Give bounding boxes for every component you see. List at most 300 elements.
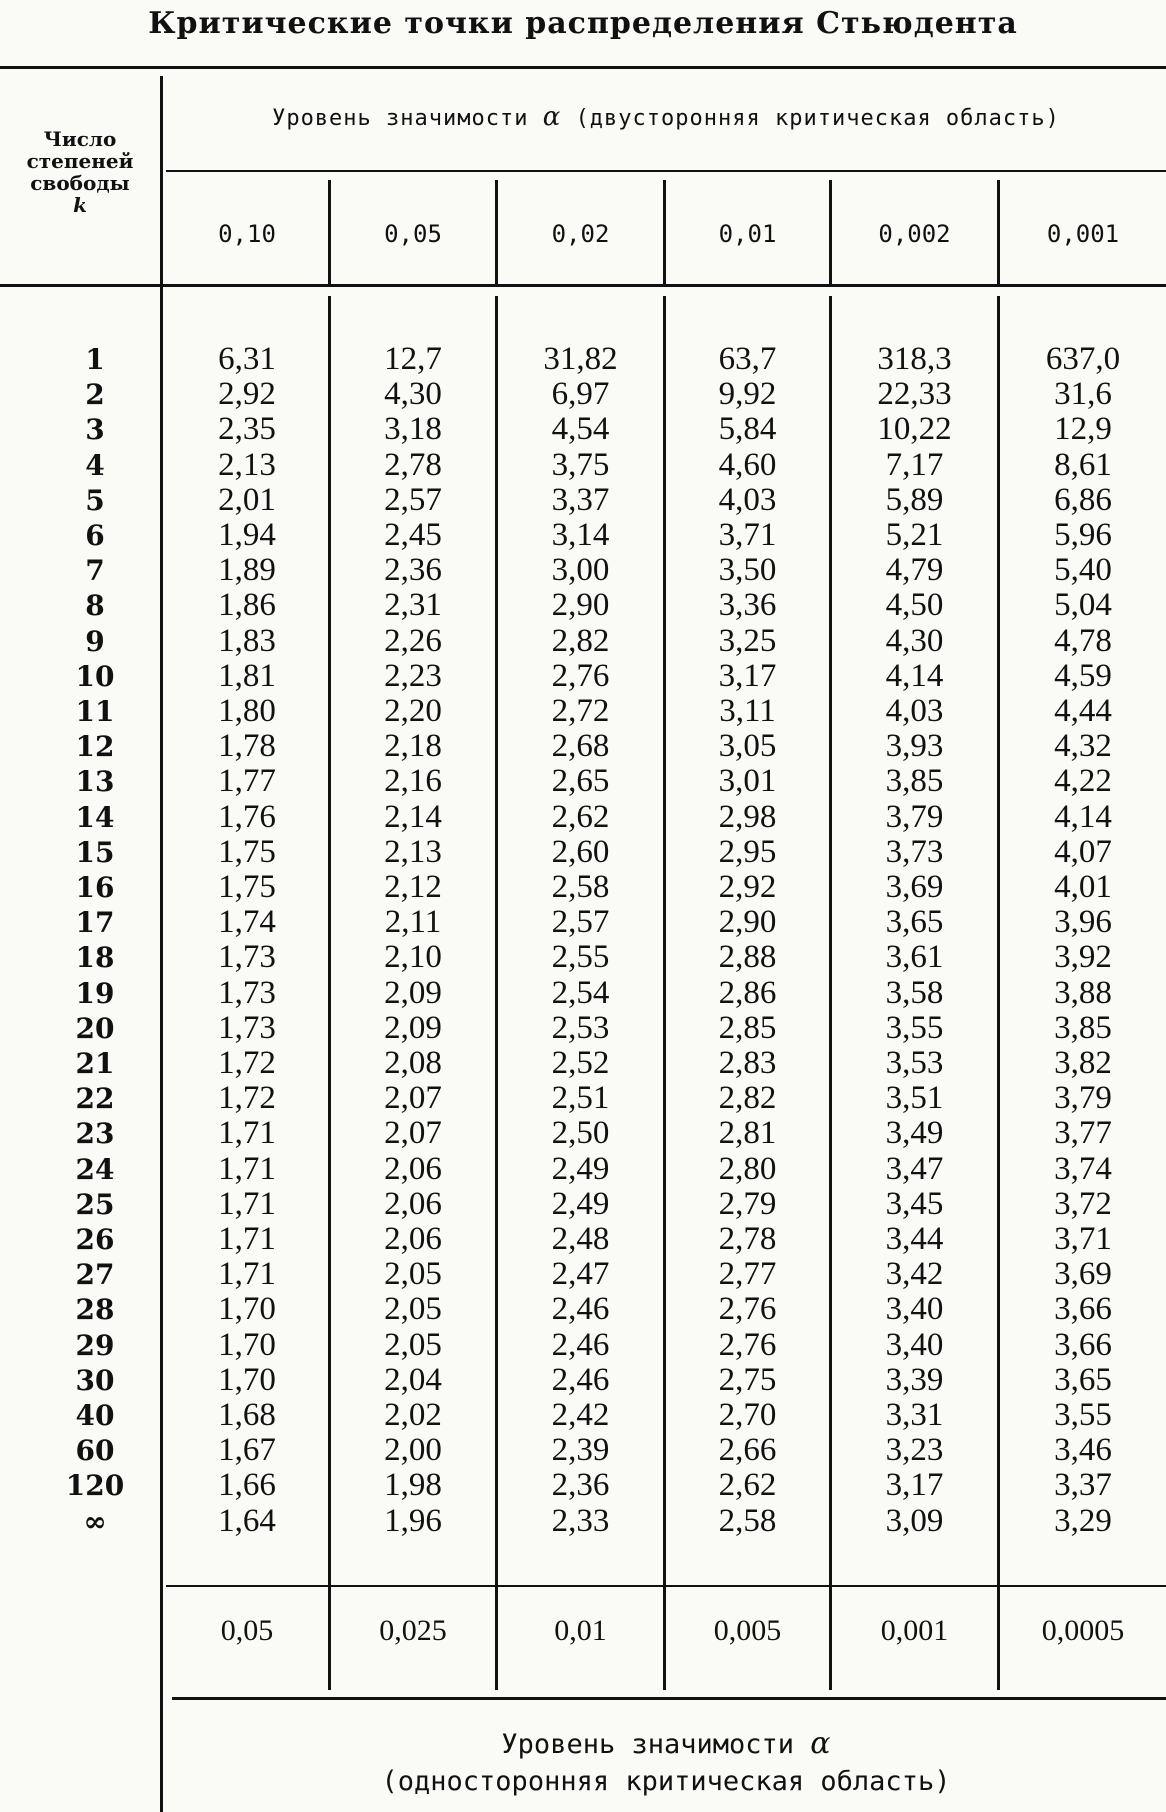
critical-value-cell: 2,92 <box>718 869 777 905</box>
critical-value-cell: 1,75 <box>218 833 276 870</box>
stub-header-line2: степеней <box>26 149 134 173</box>
critical-value-cell: 2,79 <box>718 1185 777 1222</box>
table-row <box>0 1292 1166 1327</box>
table-row <box>0 729 1166 764</box>
critical-value-cell: 2,60 <box>551 833 610 870</box>
critical-value-cell: 1,81 <box>218 657 276 694</box>
critical-value-cell: 3,18 <box>384 411 442 448</box>
critical-value-cell: 2,09 <box>384 974 442 1011</box>
critical-value-cell: 2,66 <box>718 1432 777 1469</box>
critical-value-cell: 1,70 <box>218 1361 276 1398</box>
critical-value-cell: 3,65 <box>1054 1361 1112 1398</box>
table-row <box>0 483 1166 518</box>
critical-value-cell: 3,74 <box>1054 1150 1112 1187</box>
critical-value-cell: 2,36 <box>384 552 442 589</box>
critical-value-cell: 2,51 <box>551 1080 610 1117</box>
critical-value-cell: 2,76 <box>718 1326 777 1363</box>
critical-value-cell: 3,25 <box>718 622 777 659</box>
critical-value-cell: 4,03 <box>718 481 777 518</box>
critical-value-cell: 3,93 <box>885 728 944 765</box>
critical-value-cell: 2,62 <box>551 798 610 835</box>
critical-value-cell: 3,09 <box>885 1502 944 1539</box>
table-row <box>0 835 1166 870</box>
degrees-of-freedom-cell: 19 <box>75 976 115 1010</box>
critical-value-cell: 4,07 <box>1054 833 1112 870</box>
degrees-of-freedom-cell: 4 <box>85 448 105 482</box>
table-row <box>0 1468 1166 1503</box>
critical-value-cell: 2,78 <box>718 1221 777 1257</box>
table-row <box>0 588 1166 623</box>
critical-value-cell: 3,11 <box>719 693 776 729</box>
critical-value-cell: 2,76 <box>551 657 610 694</box>
critical-value-cell: 3,50 <box>718 552 777 589</box>
critical-value-cell: 22,33 <box>877 376 952 413</box>
critical-value-cell: 2,88 <box>718 939 777 976</box>
critical-value-cell: 2,08 <box>384 1045 442 1081</box>
critical-value-cell: 7,17 <box>885 446 944 483</box>
critical-value-cell: 1,86 <box>218 587 276 624</box>
critical-value-cell: 2,57 <box>551 904 610 941</box>
critical-value-cell: 2,20 <box>384 693 442 729</box>
critical-value-cell: 31,82 <box>543 341 618 377</box>
degrees-of-freedom-cell: 24 <box>75 1152 115 1186</box>
critical-value-cell: 1,64 <box>218 1502 276 1539</box>
critical-value-cell: 1,71 <box>218 1221 276 1257</box>
critical-value-cell: 4,03 <box>885 693 944 729</box>
critical-value-cell: 3,96 <box>1054 904 1112 941</box>
critical-value-cell: 2,16 <box>384 763 442 800</box>
degrees-of-freedom-cell: 7 <box>85 554 105 588</box>
critical-value-cell: 2,90 <box>718 904 777 941</box>
critical-value-cell: 1,73 <box>218 939 276 976</box>
critical-value-cell: 2,33 <box>551 1502 610 1539</box>
critical-value-cell: 2,70 <box>718 1397 777 1433</box>
critical-value-cell: 1,72 <box>218 1045 276 1081</box>
critical-value-cell: 2,45 <box>384 517 442 553</box>
two-sided-header-symbol: α <box>542 102 562 132</box>
degrees-of-freedom-cell: 29 <box>75 1328 115 1362</box>
critical-value-cell: 4,59 <box>1054 657 1112 694</box>
critical-value-cell: 5,84 <box>718 411 777 448</box>
critical-value-cell: 1,77 <box>218 763 276 800</box>
degrees-of-freedom-cell: 10 <box>75 659 115 693</box>
critical-value-cell: 10,22 <box>877 411 952 448</box>
degrees-of-freedom-cell: 120 <box>65 1469 125 1503</box>
critical-value-cell: 1,71 <box>218 1115 276 1152</box>
table-row <box>0 1363 1166 1398</box>
table-row <box>0 448 1166 483</box>
critical-value-cell: 2,13 <box>218 446 276 483</box>
critical-value-cell: 1,66 <box>218 1467 276 1504</box>
critical-value-cell: 2,76 <box>718 1291 777 1328</box>
critical-value-cell: 2,98 <box>718 798 777 835</box>
critical-value-cell: 2,78 <box>384 446 442 483</box>
critical-value-cell: 4,14 <box>1054 798 1112 835</box>
critical-value-cell: 2,04 <box>384 1361 442 1398</box>
critical-value-cell: 3,66 <box>1054 1291 1112 1328</box>
critical-value-cell: 12,9 <box>1054 411 1112 448</box>
table-row <box>0 553 1166 588</box>
critical-value-cell: 2,85 <box>718 1009 777 1046</box>
critical-value-cell: 6,31 <box>218 341 276 377</box>
critical-value-cell: 1,89 <box>218 552 276 589</box>
critical-value-cell: 3,85 <box>1054 1009 1112 1046</box>
critical-value-cell: 3,79 <box>885 798 944 835</box>
critical-value-cell: 2,90 <box>551 587 610 624</box>
table-row <box>0 518 1166 553</box>
critical-value-cell: 2,65 <box>551 763 610 800</box>
two-sided-alpha-header <box>166 102 1166 132</box>
critical-value-cell: 2,02 <box>384 1397 442 1433</box>
critical-value-cell: 2,10 <box>384 939 442 976</box>
degrees-of-freedom-cell: 2 <box>85 378 105 412</box>
one-sided-footer-text: Уровень значимости <box>501 1729 795 1760</box>
table-row <box>0 624 1166 659</box>
degrees-of-freedom-cell: 3 <box>85 413 105 447</box>
critical-value-cell: 1,76 <box>218 798 276 835</box>
table-row <box>0 1257 1166 1292</box>
critical-value-cell: 63,7 <box>718 341 777 377</box>
critical-value-cell: 3,36 <box>718 587 777 624</box>
critical-value-cell: 2,05 <box>384 1291 442 1328</box>
critical-value-cell: 2,49 <box>551 1185 610 1222</box>
critical-value-cell: 3,82 <box>1054 1045 1112 1081</box>
critical-value-cell: 3,73 <box>885 833 944 870</box>
critical-value-cell: 3,44 <box>885 1221 944 1257</box>
critical-value-cell: 2,06 <box>384 1221 442 1257</box>
one-sided-level-1: 0,05 <box>220 1614 274 1647</box>
critical-value-cell: 2,82 <box>718 1080 777 1117</box>
critical-value-cell: 3,46 <box>1054 1432 1112 1469</box>
table-row <box>0 1222 1166 1257</box>
critical-value-cell: 1,70 <box>218 1326 276 1363</box>
table-row <box>0 412 1166 447</box>
critical-value-cell: 1,68 <box>218 1397 276 1433</box>
critical-value-cell: 2,00 <box>384 1432 442 1469</box>
one-sided-alpha-footer <box>166 1726 1166 1761</box>
degrees-of-freedom-cell: 15 <box>75 835 115 869</box>
critical-value-cell: 6,97 <box>551 376 610 413</box>
table-row <box>0 764 1166 799</box>
critical-value-cell: 3,55 <box>885 1009 944 1046</box>
critical-value-cell: 3,79 <box>1054 1080 1112 1117</box>
critical-value-cell: 3,40 <box>885 1326 944 1363</box>
critical-value-cell: 3,88 <box>1054 974 1112 1011</box>
degrees-of-freedom-cell: ∞ <box>83 1504 107 1538</box>
degrees-of-freedom-cell: 18 <box>75 941 115 975</box>
critical-value-cell: 4,22 <box>1054 763 1112 800</box>
critical-value-cell: 4,32 <box>1054 728 1112 765</box>
critical-value-cell: 2,48 <box>551 1221 610 1257</box>
critical-value-cell: 2,92 <box>218 376 276 413</box>
table-row <box>0 1011 1166 1046</box>
critical-value-cell: 1,73 <box>218 974 276 1011</box>
one-sided-level-5: 0,001 <box>880 1614 949 1647</box>
table-row <box>0 1504 1166 1539</box>
table-row <box>0 377 1166 412</box>
critical-value-cell: 2,95 <box>718 833 777 870</box>
degrees-of-freedom-cell: 28 <box>75 1293 115 1327</box>
critical-value-cell: 9,92 <box>718 376 777 413</box>
table-row <box>0 1081 1166 1116</box>
critical-value-cell: 2,81 <box>718 1115 777 1152</box>
degrees-of-freedom-cell: 40 <box>75 1399 115 1432</box>
critical-value-cell: 1,83 <box>218 622 276 659</box>
critical-value-cell: 2,62 <box>718 1467 777 1504</box>
critical-value-cell: 3,05 <box>718 728 777 765</box>
critical-value-cell: 2,12 <box>384 869 442 905</box>
degrees-of-freedom-cell: 12 <box>75 730 115 764</box>
critical-value-cell: 3,66 <box>1054 1326 1112 1363</box>
critical-value-cell: 3,37 <box>1054 1467 1112 1504</box>
table-row <box>0 870 1166 905</box>
critical-value-cell: 2,36 <box>551 1467 610 1504</box>
critical-value-cell: 1,71 <box>218 1185 276 1222</box>
critical-value-cell: 3,69 <box>885 869 944 905</box>
table-row <box>0 1046 1166 1081</box>
degrees-of-freedom-cell: 13 <box>75 765 115 799</box>
critical-value-cell: 1,67 <box>218 1432 276 1469</box>
critical-value-cell: 3,42 <box>885 1256 944 1293</box>
degrees-of-freedom-cell: 14 <box>75 800 115 834</box>
stub-header-line3: свободы <box>30 171 130 195</box>
column-header-alpha-1: 0,10 <box>218 220 276 248</box>
table-row <box>0 1116 1166 1151</box>
top-rule <box>0 66 1166 69</box>
table-row <box>0 1328 1166 1363</box>
critical-value-cell: 2,05 <box>384 1326 442 1363</box>
critical-value-cell: 1,71 <box>218 1256 276 1293</box>
critical-value-cell: 8,61 <box>1054 446 1112 483</box>
critical-value-cell: 3,55 <box>1054 1397 1112 1433</box>
table-row <box>0 976 1166 1011</box>
critical-value-cell: 2,58 <box>718 1502 777 1539</box>
critical-value-cell: 2,86 <box>718 974 777 1011</box>
critical-value-cell: 2,07 <box>384 1115 442 1152</box>
critical-value-cell: 1,96 <box>384 1502 442 1539</box>
critical-value-cell: 2,83 <box>718 1045 777 1081</box>
critical-value-cell: 3,47 <box>885 1150 944 1187</box>
table-row <box>0 1433 1166 1468</box>
critical-value-cell: 3,85 <box>885 763 944 800</box>
critical-value-cell: 12,7 <box>384 341 442 377</box>
critical-value-cell: 31,6 <box>1054 376 1112 413</box>
critical-value-cell: 3,17 <box>885 1467 944 1504</box>
critical-value-cell: 4,50 <box>885 587 944 624</box>
critical-value-cell: 2,54 <box>551 974 610 1011</box>
column-header-alpha-2: 0,05 <box>384 220 442 248</box>
critical-value-cell: 3,23 <box>885 1432 944 1469</box>
critical-value-cell: 3,29 <box>1054 1502 1112 1539</box>
table-row <box>0 1187 1166 1222</box>
table-row <box>0 940 1166 975</box>
table-row <box>0 1152 1166 1187</box>
degrees-of-freedom-cell: 20 <box>75 1011 115 1045</box>
critical-value-cell: 2,35 <box>218 411 276 448</box>
table-row <box>0 659 1166 694</box>
critical-value-cell: 1,71 <box>218 1150 276 1187</box>
critical-value-cell: 3,65 <box>885 904 944 941</box>
critical-value-cell: 3,39 <box>885 1361 944 1398</box>
critical-value-cell: 1,80 <box>218 693 276 729</box>
critical-value-cell: 318,3 <box>877 341 952 377</box>
critical-value-cell: 3,37 <box>551 481 610 518</box>
degrees-of-freedom-cell: 23 <box>75 1117 115 1151</box>
two-sided-header-suffix: (двусторонняя критическая область) <box>575 106 1060 131</box>
critical-value-cell: 2,50 <box>551 1115 610 1152</box>
critical-value-cell: 3,51 <box>885 1080 944 1117</box>
degrees-of-freedom-cell: 21 <box>75 1047 115 1080</box>
critical-value-cell: 3,00 <box>551 552 610 589</box>
critical-value-cell: 1,70 <box>218 1291 276 1328</box>
critical-value-cell: 3,01 <box>718 763 777 800</box>
degrees-of-freedom-cell: 5 <box>85 483 105 517</box>
critical-value-cell: 2,77 <box>718 1256 777 1293</box>
table-row <box>0 905 1166 940</box>
critical-value-cell: 1,78 <box>218 728 276 765</box>
critical-value-cell: 4,60 <box>718 446 777 483</box>
critical-value-cell: 2,23 <box>384 657 442 694</box>
critical-value-cell: 2,39 <box>551 1432 610 1469</box>
critical-value-cell: 2,52 <box>551 1045 610 1081</box>
critical-value-cell: 5,96 <box>1054 517 1112 553</box>
column-header-alpha-3: 0,02 <box>551 220 610 248</box>
critical-value-cell: 637,0 <box>1045 341 1121 377</box>
critical-value-cell: 2,47 <box>551 1256 610 1293</box>
critical-value-cell: 5,40 <box>1054 552 1112 589</box>
one-sided-footer-symbol: α <box>810 1726 831 1761</box>
critical-value-cell: 4,01 <box>1054 869 1112 905</box>
critical-value-cell: 2,11 <box>384 904 442 941</box>
degrees-of-freedom-cell: 11 <box>75 695 115 728</box>
critical-value-cell: 2,46 <box>551 1361 610 1398</box>
table-row <box>0 1398 1166 1433</box>
critical-value-cell: 2,46 <box>551 1326 610 1363</box>
alpha-header-rule <box>166 170 1166 172</box>
critical-value-cell: 2,75 <box>718 1361 777 1398</box>
degrees-of-freedom-cell: 60 <box>75 1434 115 1468</box>
critical-value-cell: 2,31 <box>384 587 442 624</box>
critical-value-cell: 2,13 <box>384 833 442 870</box>
critical-value-cell: 3,71 <box>1054 1221 1112 1257</box>
critical-value-cell: 2,68 <box>551 728 610 765</box>
page-title: Критические точки распределения Стьюдента <box>148 6 1018 41</box>
critical-value-cell: 1,74 <box>218 904 276 941</box>
critical-value-cell: 2,07 <box>384 1080 442 1117</box>
degrees-of-freedom-cell: 9 <box>85 624 105 658</box>
critical-value-cell: 3,53 <box>885 1045 944 1081</box>
degrees-of-freedom-cell: 8 <box>85 589 105 623</box>
column-header-alpha-5: 0,002 <box>878 220 951 248</box>
critical-value-cell: 3,72 <box>1054 1185 1112 1222</box>
table-row <box>0 342 1166 377</box>
degrees-of-freedom-cell: 6 <box>85 519 105 552</box>
critical-value-cell: 2,09 <box>384 1009 442 1046</box>
table-row <box>0 800 1166 835</box>
critical-value-cell: 3,40 <box>885 1291 944 1328</box>
critical-value-cell: 6,86 <box>1054 481 1112 518</box>
one-sided-level-2: 0,025 <box>379 1614 447 1647</box>
critical-value-cell: 4,30 <box>885 622 944 659</box>
critical-value-cell: 1,75 <box>218 869 276 905</box>
column-header-alpha-6: 0,001 <box>1046 220 1120 248</box>
critical-value-cell: 3,45 <box>885 1185 944 1222</box>
two-sided-header-text: Уровень значимости <box>272 106 529 131</box>
critical-value-cell: 3,17 <box>718 657 777 694</box>
degrees-of-freedom-header <box>0 128 160 216</box>
degrees-of-freedom-cell: 17 <box>75 906 115 940</box>
critical-value-cell: 3,69 <box>1054 1256 1112 1293</box>
critical-value-cell: 4,30 <box>384 376 442 413</box>
critical-value-cell: 2,06 <box>384 1150 442 1187</box>
critical-value-cell: 3,75 <box>551 446 610 483</box>
critical-value-cell: 5,21 <box>885 517 944 553</box>
critical-value-cell: 2,80 <box>718 1150 777 1187</box>
critical-value-cell: 3,71 <box>718 517 777 553</box>
critical-value-cell: 1,72 <box>218 1080 276 1117</box>
critical-value-cell: 2,14 <box>384 798 442 835</box>
one-sided-footer-suffix: (односторонняя критическая область) <box>381 1766 951 1797</box>
critical-value-cell: 2,57 <box>384 481 442 518</box>
degrees-of-freedom-cell: 26 <box>75 1223 115 1256</box>
degrees-of-freedom-cell: 22 <box>75 1082 115 1116</box>
body-bottom-rule <box>166 1585 1166 1587</box>
critical-value-cell: 2,05 <box>384 1256 442 1293</box>
critical-value-cell: 3,61 <box>885 939 944 976</box>
one-sided-level-3: 0,01 <box>554 1614 607 1647</box>
column-header-alpha-4: 0,01 <box>718 220 777 248</box>
critical-value-cell: 3,92 <box>1054 939 1112 976</box>
critical-value-cell: 2,46 <box>551 1291 610 1328</box>
critical-value-cell: 5,04 <box>1054 587 1112 624</box>
critical-value-cell: 2,49 <box>551 1150 610 1187</box>
critical-value-cell: 2,42 <box>551 1397 610 1433</box>
degrees-of-freedom-cell: 16 <box>75 871 115 904</box>
critical-value-cell: 4,78 <box>1054 622 1112 659</box>
critical-value-cell: 2,18 <box>384 728 442 765</box>
degrees-of-freedom-cell: 25 <box>75 1187 115 1221</box>
critical-value-cell: 2,82 <box>551 622 610 659</box>
critical-value-cell: 3,14 <box>551 517 610 553</box>
degrees-of-freedom-cell: 1 <box>85 343 105 376</box>
stub-header-symbol: k <box>73 193 87 217</box>
critical-value-cell: 3,31 <box>885 1397 944 1433</box>
critical-value-cell: 3,77 <box>1054 1115 1112 1152</box>
critical-value-cell: 2,55 <box>551 939 610 976</box>
degrees-of-freedom-cell: 30 <box>75 1363 115 1397</box>
one-sided-level-4: 0,005 <box>713 1614 782 1647</box>
critical-value-cell: 2,58 <box>551 869 610 905</box>
critical-value-cell: 2,01 <box>218 481 276 518</box>
table-row <box>0 694 1166 729</box>
stub-header-line1: Число <box>43 127 117 151</box>
critical-value-cell: 2,53 <box>551 1009 610 1046</box>
critical-value-cell: 4,14 <box>885 657 944 694</box>
critical-value-cell: 2,72 <box>551 693 610 729</box>
critical-value-cell: 3,49 <box>885 1115 944 1152</box>
critical-value-cell: 1,73 <box>218 1009 276 1046</box>
critical-value-cell: 1,98 <box>384 1467 442 1504</box>
critical-value-cell: 4,44 <box>1054 693 1112 729</box>
critical-value-cell: 1,94 <box>218 517 276 553</box>
header-bottom-rule <box>0 284 1166 287</box>
critical-value-cell: 2,26 <box>384 622 442 659</box>
one-sided-level-6: 0,0005 <box>1041 1614 1125 1647</box>
critical-value-cell: 4,54 <box>551 411 610 448</box>
one-sided-rule <box>172 1697 1166 1700</box>
critical-value-cell: 2,06 <box>384 1185 442 1222</box>
degrees-of-freedom-cell: 27 <box>75 1258 115 1292</box>
